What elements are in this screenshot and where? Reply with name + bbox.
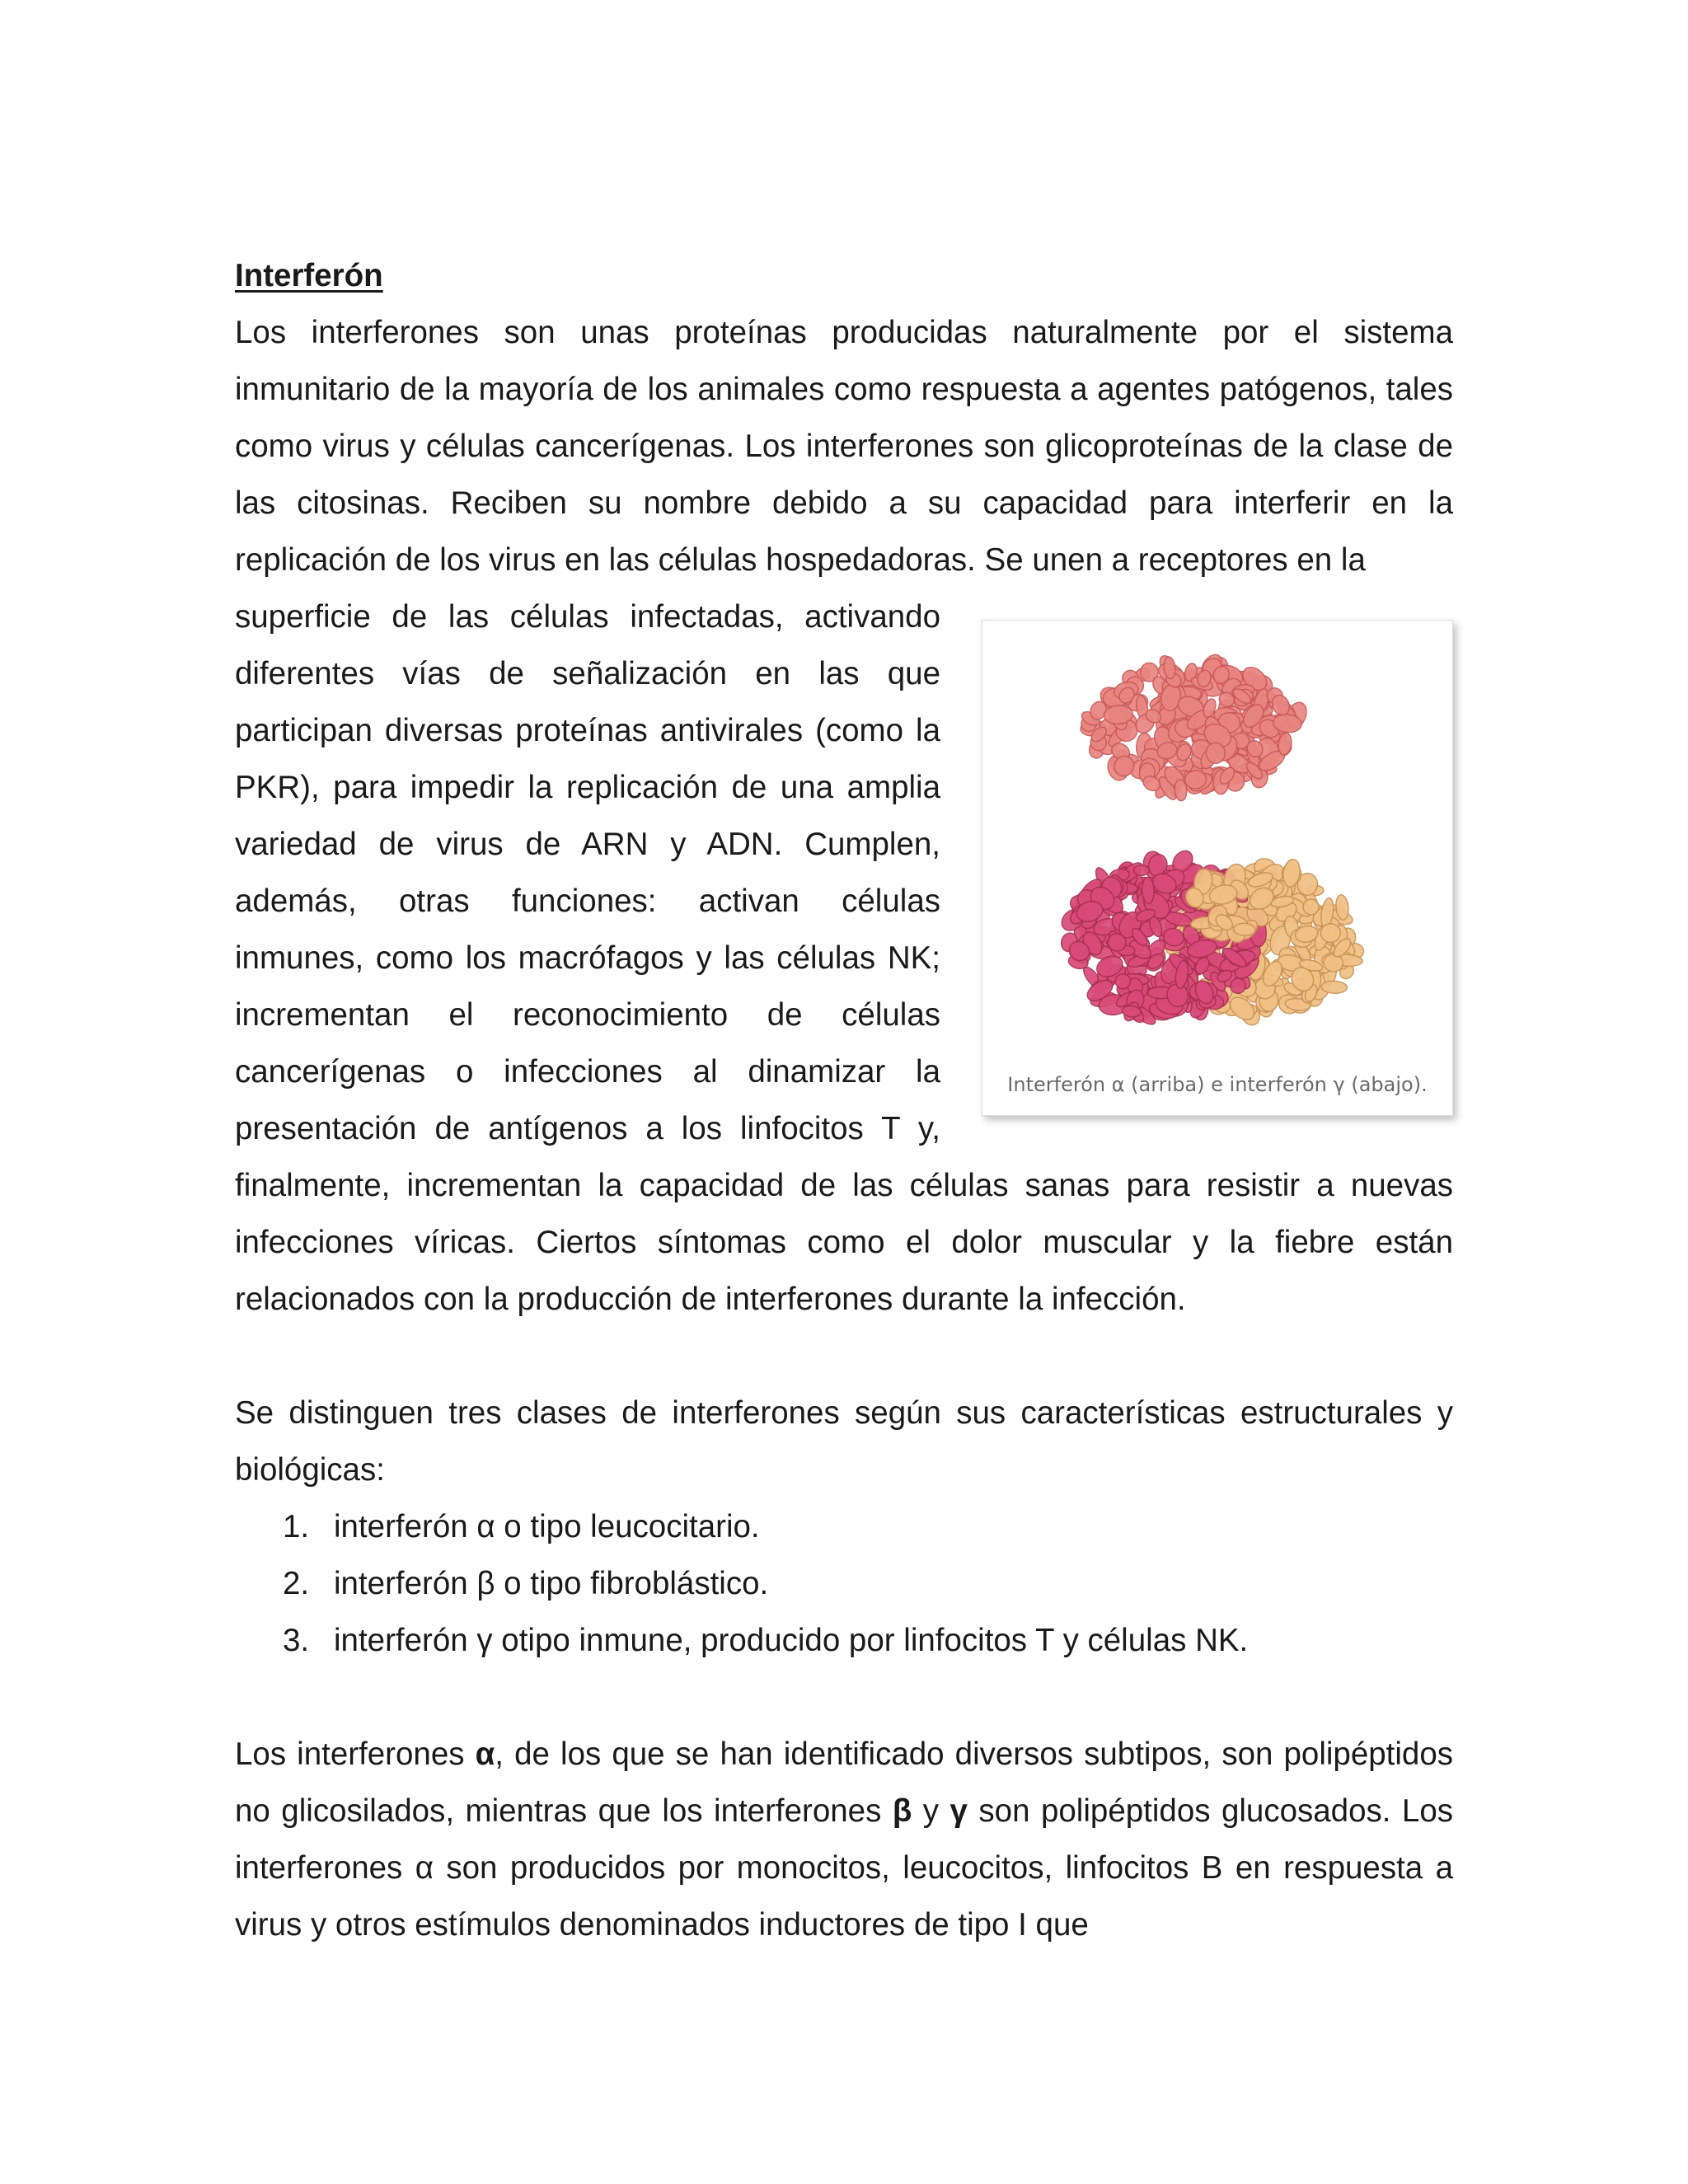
interferon-alpha-structure (1080, 651, 1311, 802)
interferon-gamma-structure (1057, 847, 1364, 1029)
list-number: 1. (283, 1509, 310, 1544)
paragraph-types (235, 1726, 1453, 1953)
list-number: 2. (283, 1566, 310, 1601)
text-run: Los interferones (235, 1736, 476, 1772)
list-number: 3. (283, 1623, 310, 1658)
list-item (235, 1612, 1453, 1669)
list-item (235, 1555, 1453, 1612)
protein-structure-image (982, 621, 1452, 1066)
figure-caption: Interferón α (arriba) e interferón γ (abajo). (1007, 1073, 1428, 1096)
text-run: , de los que se han identificado diversos subtipos, son polipéptidos no glicosilados, mientras que los interferones (235, 1736, 1453, 1829)
document-body (235, 247, 1453, 1953)
list-item (235, 1498, 1453, 1555)
paragraph-classes: Se distinguen tres clases de interferones según sus características estructurales y biológicas: (235, 1395, 1453, 1488)
interferon-class-list (235, 1498, 1453, 1669)
paragraph-intro-wrap: superficie de las células infectadas, activando diferentes vías de señalización en las que participan diversas proteínas antivirales (como la PKR), para impedir la replicación de una amplia variedad de virus de ARN y ADN. Cumplen, además, otras funciones: activan células inmunes, como los macrófagos y las células NK; incrementan el reconocimiento de células cancerígenas o infecciones al dinamizar la presentación de antígenos a los linfocitos T y, finalmente, incrementan la capacidad de las células sanas para resistir a nuevas infecciones víricas. Ciertos síntomas como el dolor muscular y la fiebre están relacionados con la producción de interferones durante la infección. (235, 599, 1453, 1317)
page-title: Interferón (235, 258, 383, 293)
paragraph-intro-top: Los interferones son unas proteínas producidas naturalmente por el sistema inmunitario de la mayoría de los animales como respuesta a agentes patógenos, tales como virus y células cancerígenas. Los interferones son glicoproteínas de la clase de las citosinas. Reciben su nombre debido a su capacidad para interferir en la replicación de los virus en las células hospedadoras. Se unen a receptores en la (235, 315, 1453, 578)
list-item-text: interferón γ otipo inmune, producido por linfocitos T y células NK. (334, 1623, 1249, 1658)
beta-symbol: β (892, 1793, 912, 1829)
alpha-symbol: α (475, 1736, 495, 1772)
interferon-figure (982, 620, 1453, 1116)
list-item-text: interferón α o tipo leucocitario. (334, 1509, 760, 1544)
text-run: son polipéptidos glucosados. Los interferones α son producidos por monocitos, leucocitos, linfocitos B en respuesta a virus y otros estímulos denominados inductores de tipo I que (235, 1793, 1453, 1943)
gamma-symbol: γ (950, 1793, 968, 1829)
list-item-text: interferón β o tipo fibroblástico. (334, 1566, 769, 1601)
text-run: y (912, 1793, 950, 1829)
